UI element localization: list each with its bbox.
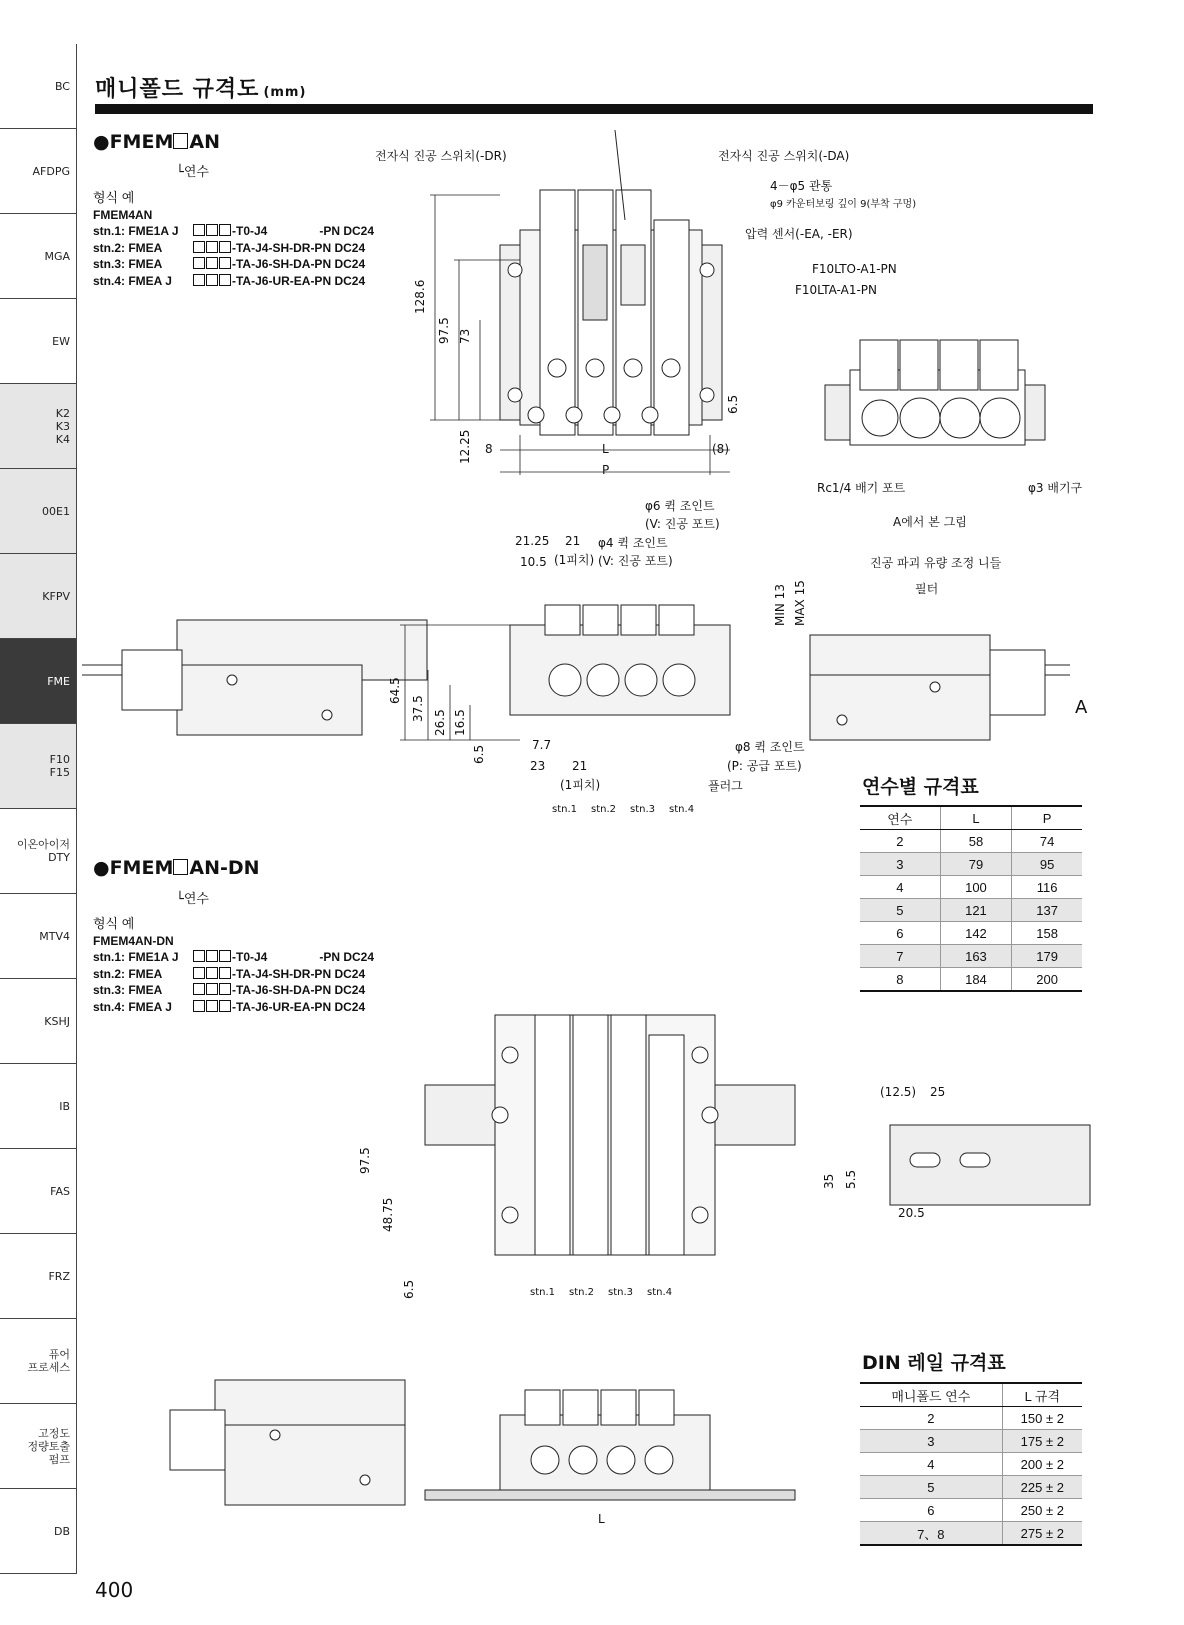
din-table: [860, 1382, 1082, 1546]
view-a-drawing: [825, 330, 1055, 460]
dim-r6-5: 6.5: [402, 1279, 416, 1299]
dim-8p: (8): [712, 442, 729, 456]
sidebar-tab[interactable]: MGA: [0, 214, 76, 299]
dim-r35: 35: [822, 1173, 836, 1189]
table-cell: 5: [860, 1476, 1002, 1499]
dim-7-7: 7.7: [532, 738, 552, 752]
callout-f10lta: F10LTA-A1-PN: [795, 283, 878, 297]
table-header: 연수: [860, 806, 940, 830]
table-cell: 163: [940, 945, 1012, 968]
callout-counterbore: φ9 카운터보링 깊이 9(부착 구멍): [770, 199, 917, 210]
table-header: L 규격: [1002, 1383, 1082, 1407]
dim-10-5: 10.5: [520, 555, 547, 569]
din-top-view: [425, 1015, 805, 1255]
callout-switch-dr: 전자식 진공 스위치(-DR): [375, 149, 507, 163]
callout-pressure-sensor: 압력 센서(-EA, -ER): [745, 227, 853, 241]
station-label: stn.1: [530, 1287, 556, 1298]
sidebar-tab[interactable]: AFDPG: [0, 129, 76, 214]
title-rule: [95, 104, 1093, 114]
table-row: [860, 945, 1082, 968]
section2-model-example: 형식 예 FMEM4AN-DN stn.1: FME1A J -T0-J4 -PN DC24 stn.2: FMEA -TA-J4-SH-DR-PN DC24 stn.3: FMEA -TA-J6-SH-DA-PN DC24 stn.4: FMEA J -TA-J6-UR-EA-PN DC24: [93, 916, 375, 1014]
table-cell: 175 ± 2: [1002, 1430, 1082, 1453]
sidebar-tab[interactable]: KSHJ: [0, 979, 76, 1064]
sidebar-tab[interactable]: BC: [0, 44, 76, 129]
sidebar-tab[interactable]: FAS: [0, 1149, 76, 1234]
dim-r5-5: 5.5: [844, 1169, 858, 1189]
din-rail-section: [850, 1115, 1100, 1210]
table-row: [860, 968, 1082, 992]
dim-lines-1: [430, 190, 750, 490]
station-labels-1: [552, 804, 708, 815]
dim-r12-5: (12.5): [880, 1085, 917, 1099]
table-cell: 150 ± 2: [1002, 1407, 1082, 1430]
sidebar-tab[interactable]: F10 F15: [0, 724, 76, 809]
dim-97-5: 97.5: [437, 317, 451, 344]
callout-through-hole: 4－φ5 관통: [770, 179, 833, 193]
table-cell: 225 ± 2: [1002, 1476, 1082, 1499]
table-cell: 5: [860, 899, 940, 922]
table-cell: 4: [860, 876, 940, 899]
table-cell: 200: [1012, 968, 1082, 992]
dim-23: 23: [530, 759, 546, 773]
table-row: [860, 899, 1082, 922]
dim-12-25: 12.25: [458, 429, 472, 464]
dim-21b: 21: [572, 759, 588, 773]
table-row: [860, 1453, 1082, 1476]
station-table: [860, 805, 1082, 992]
model-station-line: stn.3: FMEA -TA-J6-SH-DA-PN DC24: [93, 983, 366, 997]
table-cell: 74: [1012, 830, 1082, 853]
model-station-line: stn.1: FME1A J -T0-J4 -PN DC24: [93, 224, 375, 238]
table-row: [860, 1430, 1082, 1453]
dim-73: 73: [458, 328, 472, 344]
dim-21-25: 21.25: [515, 534, 550, 548]
table-cell: 158: [1012, 922, 1082, 945]
table-cell: 100: [940, 876, 1012, 899]
din-front-view: [425, 1380, 805, 1510]
callout-qj4-sub: (V: 진공 포트): [598, 554, 673, 568]
station-label: stn.1: [552, 804, 578, 815]
table-cell: 250 ± 2: [1002, 1499, 1082, 1522]
table-cell: 200 ± 2: [1002, 1453, 1082, 1476]
dim-6-5: 6.5: [726, 394, 740, 414]
section2-title: ●FMEM AN-DN: [93, 857, 260, 879]
model-station-line: stn.2: FMEA -TA-J4-SH-DR-PN DC24: [93, 240, 366, 255]
sidebar-tab[interactable]: K2 K3 K4: [0, 384, 76, 469]
table-cell: 79: [940, 853, 1012, 876]
dim-min13: MIN 13: [773, 584, 787, 626]
dim-r20-5: 20.5: [898, 1206, 925, 1220]
table-cell: 116: [1012, 876, 1082, 899]
sidebar-tab[interactable]: FRZ: [0, 1234, 76, 1319]
station-label: stn.3: [608, 1287, 634, 1298]
callout-needle: 진공 파괴 유량 조정 니들: [870, 556, 1002, 570]
side-view-right: [810, 620, 1070, 740]
table-cell: 4: [860, 1453, 1002, 1476]
sidebar-tab[interactable]: FME: [0, 639, 76, 724]
dim-1pitch: (1피치): [554, 553, 595, 567]
station-table-title: 연수별 규격표: [862, 776, 979, 798]
dim-rL: L: [598, 1512, 605, 1526]
section2-sub: └연수: [176, 892, 209, 907]
dim-r48-75: 48.75: [381, 1197, 395, 1232]
model-station-line: stn.3: FMEA -TA-J6-SH-DA-PN DC24: [93, 257, 366, 271]
station-label: stn.2: [569, 1287, 595, 1298]
table-cell: 3: [860, 1430, 1002, 1453]
table-cell: 8: [860, 968, 940, 992]
callout-filter: 필터: [915, 582, 939, 596]
dim-6-5b: 6.5: [472, 744, 486, 764]
callout-qj6-sub: (V: 진공 포트): [645, 517, 720, 531]
table-cell: 58: [940, 830, 1012, 853]
model-station-line: stn.2: FMEA -TA-J4-SH-DR-PN DC24: [93, 966, 366, 981]
model-station-line: stn.4: FMEA J -TA-J6-UR-EA-PN DC24: [93, 999, 366, 1014]
table-row: [860, 1522, 1082, 1546]
dim-lines-front: [400, 620, 520, 770]
station-label: stn.4: [669, 804, 695, 815]
table-cell: 184: [940, 968, 1012, 992]
dim-26-5: 26.5: [433, 709, 447, 736]
station-labels-2: [530, 1287, 686, 1298]
section1-model-example: 형식 예 FMEM4AN stn.1: FME1A J -T0-J4 -PN DC24 stn.2: FMEA -TA-J4-SH-DR-PN DC24 stn.3: FMEA -TA-J6-SH-DA-PN DC24 stn.4: FMEA J -TA-J6-UR-EA-PN DC24: [93, 190, 375, 288]
callout-f10lto: F10LTO-A1-PN: [812, 262, 897, 276]
dim-16-5: 16.5: [453, 709, 467, 736]
sidebar-tab[interactable]: 퓨어 프로세스: [0, 1319, 76, 1404]
table-cell: 95: [1012, 853, 1082, 876]
section1-sub: └연수: [176, 165, 209, 180]
sidebar-nav: [0, 44, 77, 1574]
table-row: [860, 853, 1082, 876]
callout-qj8: φ8 퀵 조인트: [735, 740, 805, 754]
table-cell: 7、8: [860, 1522, 1002, 1546]
front-view-center: [510, 605, 740, 745]
arrow-a-label: A: [1075, 697, 1088, 718]
dim-64-5: 64.5: [388, 677, 402, 704]
sidebar-tab[interactable]: MTV4: [0, 894, 76, 979]
table-cell: 275 ± 2: [1002, 1522, 1082, 1546]
caption-view-a: A에서 본 그림: [893, 515, 967, 529]
table-cell: 6: [860, 922, 940, 945]
dim-max15: MAX 15: [793, 580, 807, 626]
dim-1pitch-b: (1피치): [560, 778, 601, 792]
sidebar-tab[interactable]: 고정도 정량토출 펌프: [0, 1404, 76, 1489]
table-cell: 179: [1012, 945, 1082, 968]
table-cell: 7: [860, 945, 940, 968]
page-title: 매니폴드 규격도 (mm): [95, 77, 307, 102]
din-side-view: [145, 1380, 435, 1510]
dim-128-6: 128.6: [413, 279, 427, 314]
table-row: [860, 830, 1082, 853]
table-cell: 137: [1012, 899, 1082, 922]
table-cell: 2: [860, 1407, 1002, 1430]
station-label: stn.4: [647, 1287, 673, 1298]
table-cell: 142: [940, 922, 1012, 945]
table-header: 매니폴드 연수: [860, 1383, 1002, 1407]
table-row: [860, 1499, 1082, 1522]
table-row: [860, 1407, 1082, 1430]
table-cell: 3: [860, 853, 940, 876]
din-table-title: DIN 레일 규격표: [862, 1352, 1006, 1374]
callout-exhaust-port: Rc1/4 배기 포트: [817, 481, 906, 495]
callout-plug: 플러그: [708, 779, 743, 793]
table-header: L: [940, 806, 1012, 830]
station-label: stn.2: [591, 804, 617, 815]
model-station-line: stn.1: FME1A J -T0-J4 -PN DC24: [93, 950, 375, 964]
sidebar-tab[interactable]: EW: [0, 299, 76, 384]
dim-L: L: [602, 442, 609, 456]
sidebar-tab[interactable]: DB: [0, 1489, 76, 1574]
dim-P: P: [602, 463, 610, 477]
callout-qj8-sub: (P: 공급 포트): [727, 759, 802, 773]
sidebar-tab[interactable]: 00E1: [0, 469, 76, 554]
table-cell: 6: [860, 1499, 1002, 1522]
dim-37-5: 37.5: [411, 695, 425, 722]
table-row: [860, 922, 1082, 945]
sidebar-tab[interactable]: 이온아이저 DTY: [0, 809, 76, 894]
model-station-line: stn.4: FMEA J -TA-J6-UR-EA-PN DC24: [93, 273, 366, 288]
table-cell: 2: [860, 830, 940, 853]
callout-qj4: φ4 퀵 조인트: [598, 536, 668, 550]
callout-qj6: φ6 퀵 조인트: [645, 499, 715, 513]
sidebar-tab[interactable]: IB: [0, 1064, 76, 1149]
table-header: P: [1012, 806, 1082, 830]
callout-exhaust-outlet: φ3 배기구: [1028, 481, 1083, 495]
sidebar-tab[interactable]: KFPV: [0, 554, 76, 639]
dim-r97-5: 97.5: [358, 1147, 372, 1174]
callout-switch-da: 전자식 진공 스위치(-DA): [718, 149, 850, 163]
side-view-left: [82, 620, 382, 740]
dim-r25: 25: [930, 1085, 946, 1099]
station-label: stn.3: [630, 804, 656, 815]
table-row: [860, 876, 1082, 899]
table-row: [860, 1476, 1082, 1499]
section1-title: ●FMEM AN: [93, 131, 220, 153]
table-cell: 121: [940, 899, 1012, 922]
dim-8: 8: [485, 442, 493, 456]
dim-21: 21: [565, 534, 581, 548]
page-number: 400: [95, 1578, 134, 1602]
